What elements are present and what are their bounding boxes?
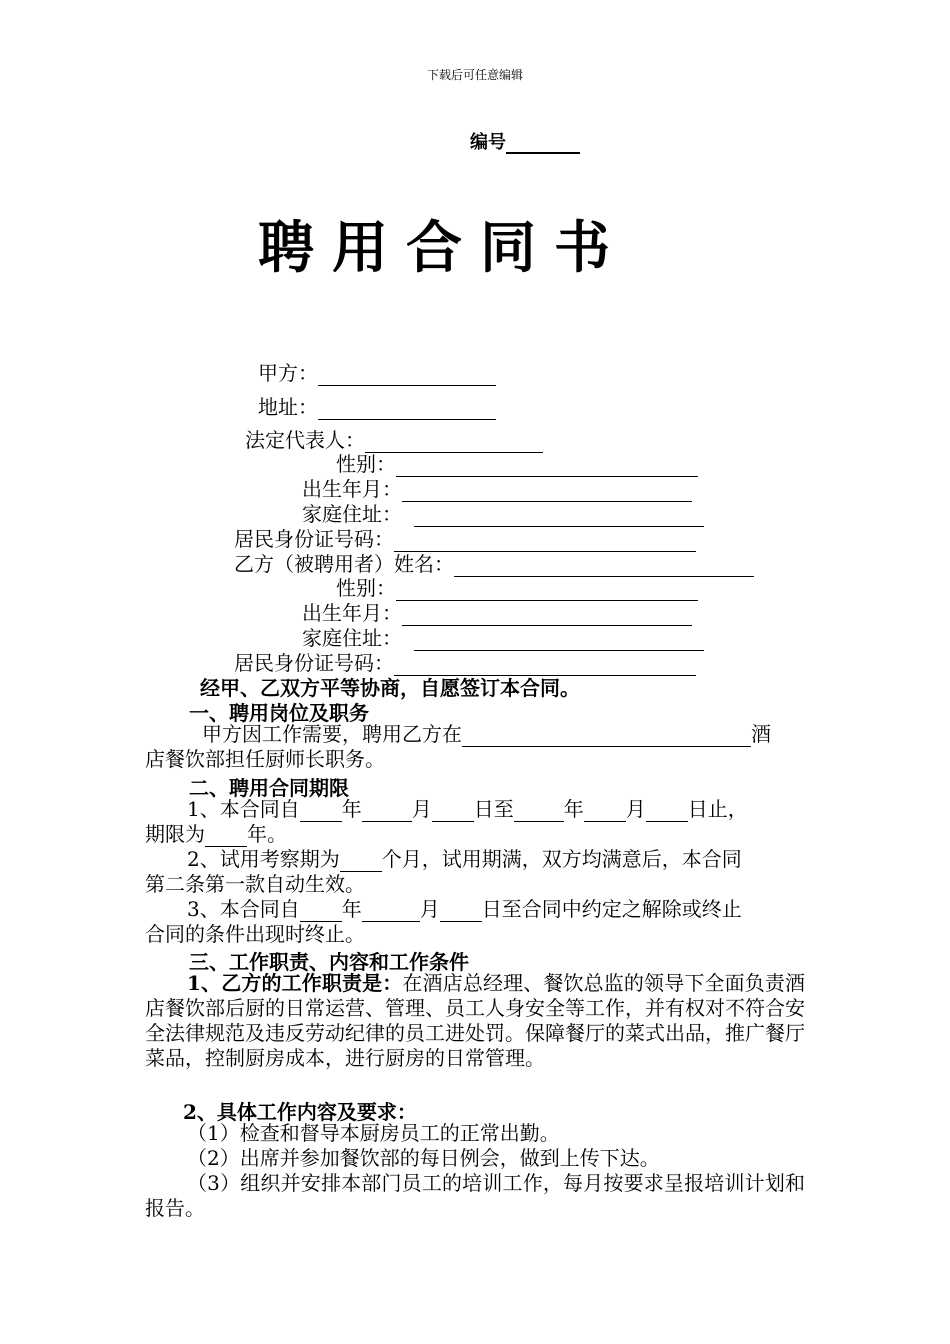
section2-heading: 二、聘用合同期限 [189, 776, 349, 800]
duty-label: 1、乙方的工作职责是： [187, 971, 403, 995]
duty-text: 在酒店总经理、餐饮总监的领导下全面负责酒店餐饮部后厨的日常运营、管理、员工人身安全等工作，并有权对不符合安全法律规范及违反劳动纪律的员工进处罚。保障餐厅的菜式出品，推广餐厅菜品，控制厨房成本，进行厨房的日常管理。 [145, 971, 806, 1070]
probation-blank [340, 851, 382, 872]
section2-clause1 [145, 797, 805, 847]
period-blank [205, 826, 247, 847]
contract-number [470, 128, 580, 154]
day-to-label: 日至 [473, 797, 514, 821]
period-unit: 年。 [247, 822, 287, 846]
party-a-name-row [258, 357, 496, 386]
hotel-name-blank [462, 726, 751, 747]
clause2-line2: 第二条第一款自动生效。 [145, 872, 365, 896]
section1-line1 [145, 722, 805, 747]
party-a-name-blank [318, 365, 496, 386]
rep-home-label: 家庭住址： [302, 502, 402, 526]
month-label: 月 [411, 797, 432, 821]
agreement-statement: 经甲、乙双方平等协商，自愿签订本合同。 [200, 676, 580, 700]
c3-day-blank [440, 901, 482, 922]
end-month-blank [584, 801, 626, 822]
party-a-address-label: 地址： [258, 395, 318, 419]
clause1-line1 [145, 797, 805, 822]
end-day-blank [646, 801, 688, 822]
month-label: 月 [419, 897, 440, 921]
year-label: 年 [563, 797, 584, 821]
c3-year-blank [300, 901, 342, 922]
section3-heading: 三、工作职责、内容和工作条件 [189, 950, 469, 974]
clause3-line2: 合同的条件出现时终止。 [145, 922, 365, 946]
party-a-address-row [258, 391, 496, 420]
item-2: （2）出席并参加餐饮部的每日例会，做到上传下达。 [187, 1146, 660, 1170]
probation-text: 个月，试用期满，双方均满意后，本合同 [381, 847, 742, 871]
year-label: 年 [341, 797, 362, 821]
rep-id-label: 居民身份证号码： [234, 527, 394, 551]
contract-number-label: 编号 [470, 132, 506, 153]
end-year-blank [514, 801, 564, 822]
start-month-blank [362, 801, 412, 822]
content-heading: 2、具体工作内容及要求： [183, 1100, 417, 1124]
document-title: 聘用合同书 [258, 216, 628, 281]
rep-gender-label: 性别： [336, 452, 396, 476]
header-note: 下载后可任意编辑 [426, 68, 523, 82]
clause2-line1 [145, 847, 805, 872]
party-b-id-label: 居民身份证号码： [234, 651, 394, 675]
legal-rep-label: 法定代表人： [245, 428, 365, 452]
clause3-text: 日至合同中约定之解除或终止 [481, 897, 742, 921]
year-label: 年 [341, 897, 362, 921]
rep-birth-label: 出生年月： [302, 477, 402, 501]
section2-clause3 [145, 897, 805, 947]
month-label: 月 [625, 797, 646, 821]
day-end-label: 日止， [687, 797, 748, 821]
clause3-start: 3、本合同自 [187, 897, 300, 921]
contract-number-blank [506, 134, 580, 154]
period-label: 期限为 [145, 822, 205, 846]
section1-heading: 一、聘用岗位及职务 [189, 701, 369, 725]
item-3: （3）组织并安排本部门员工的培训工作，每月按要求呈报培训计划和报告。 [145, 1171, 805, 1220]
item-1: （1）检查和督导本厨房员工的正常出勤。 [187, 1121, 560, 1145]
duty-paragraph [145, 971, 805, 1071]
clause1-line2 [145, 822, 805, 847]
clause3-line1 [145, 897, 805, 922]
party-a-address-blank [318, 399, 496, 420]
start-day-blank [432, 801, 474, 822]
section1-text-b: 酒 [751, 722, 771, 746]
start-year-blank [300, 801, 342, 822]
c3-month-blank [362, 901, 420, 922]
section2-clause2 [145, 847, 805, 897]
party-b-gender-label: 性别： [336, 576, 396, 600]
probation-label: 2、试用考察期为 [187, 847, 340, 871]
party-b-name-label: 乙方（被聘用者）姓名： [234, 552, 454, 576]
party-b-home-label: 家庭住址： [302, 626, 402, 650]
section1-body [145, 722, 805, 772]
section1-text-a: 甲方因工作需要，聘用乙方在 [202, 722, 462, 746]
party-b-birth-label: 出生年月： [302, 601, 402, 625]
section1-line2: 店餐饮部担任厨师长职务。 [145, 747, 385, 771]
clause1-start: 1、本合同自 [187, 797, 300, 821]
party-a-name-label: 甲方： [258, 361, 318, 385]
